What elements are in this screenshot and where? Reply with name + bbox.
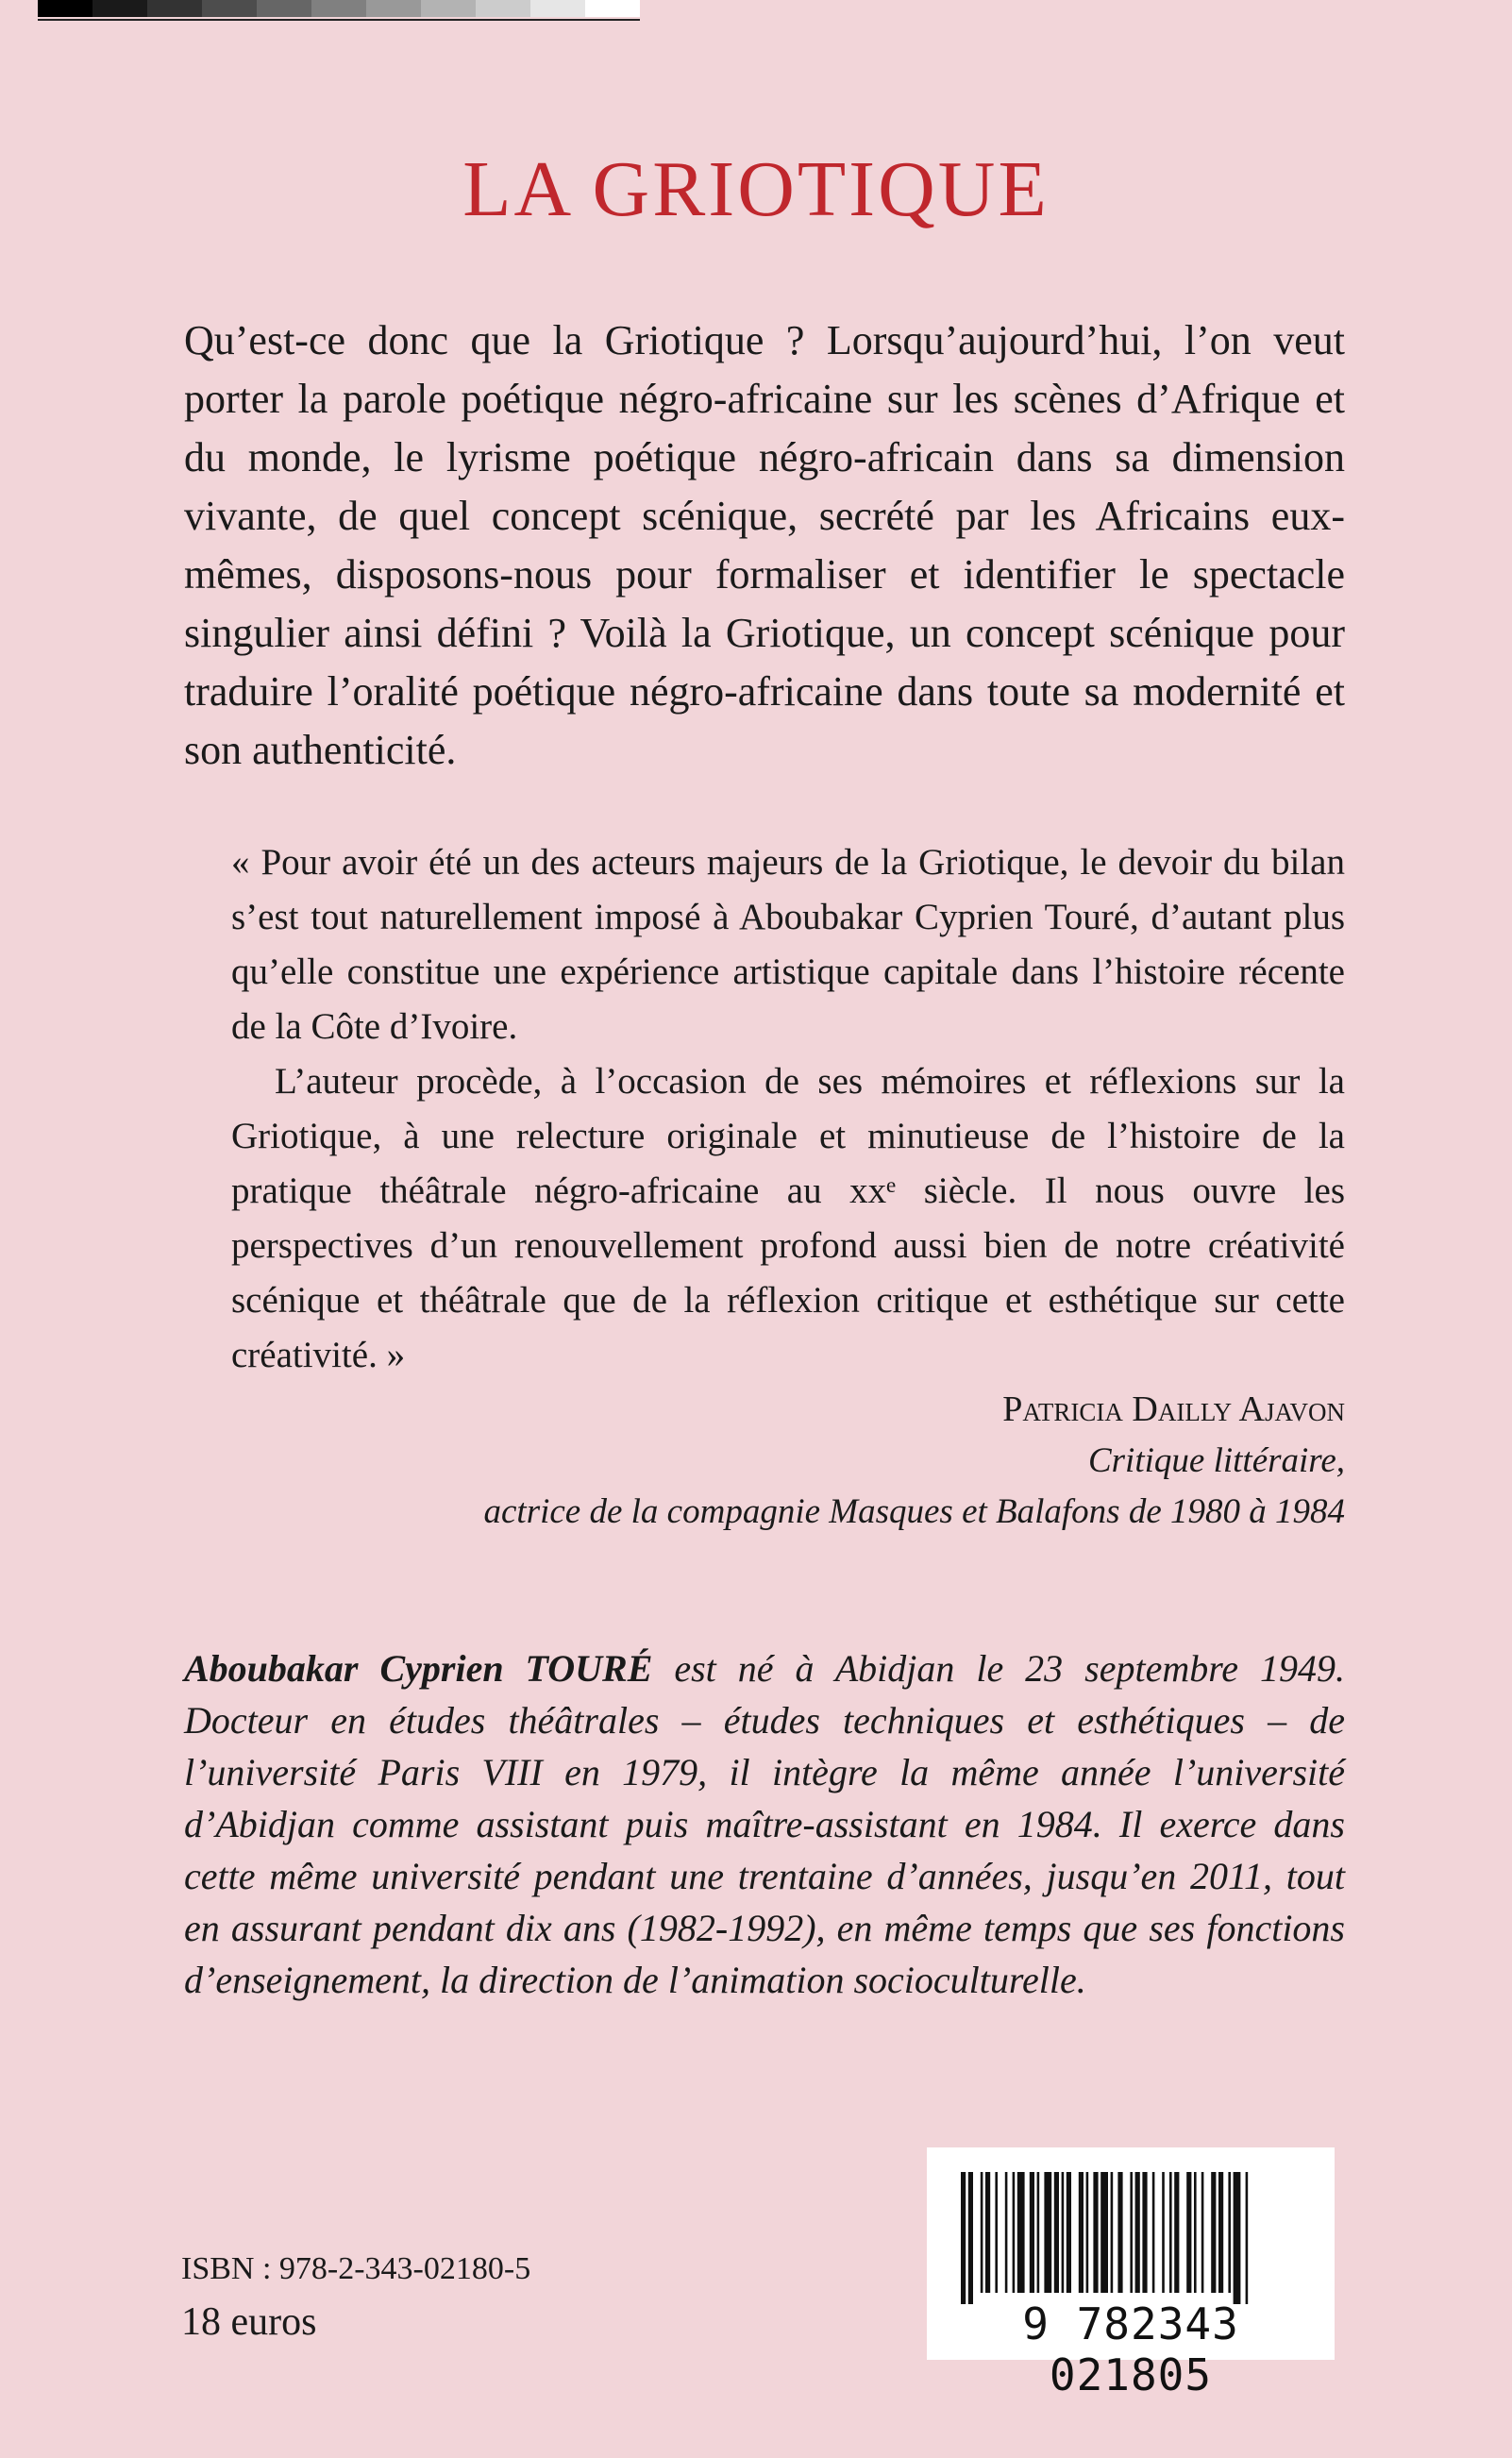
barcode-bar: [961, 2172, 966, 2304]
barcode-bar: [1017, 2172, 1025, 2293]
barcode-bar: [1086, 2172, 1089, 2293]
barcode-bar: [1067, 2172, 1071, 2293]
author-bio: [184, 1642, 1345, 2006]
barcode-bar: [1211, 2172, 1216, 2293]
attribution-name: Patricia Dailly Ajavon: [1002, 1389, 1345, 1429]
barcode-bar: [1044, 2172, 1051, 2293]
author-bio-text: est né à Abidjan le 23 septembre 1949. Docteur en études théâtrales – études techniques et esthétiques – de l’université Paris VIII en 1979, il intègre la même année l’université d’Abidjan comme assistant puis maître-assistant en 1984. Il exerce dans cette même université pendant une trentaine d’années, jusqu’en 2011, tout en assurant pendant dix ans (1982-1992), en même temps que ses fonctions d’enseignement, la direction de l’animation socioculturelle.: [184, 1647, 1346, 2001]
barcode-bars: [961, 2172, 1301, 2304]
attribution-role-line-1: Critique littéraire,: [1087, 1441, 1345, 1480]
intro-paragraph: Qu’est-ce donc que la Griotique ? Lorsqu’aujourd’hui, l’on veut porter la parole poétique négro-africaine sur les scènes d’Afrique et du monde, le lyrisme poétique négro-africain dans sa dimension vivante, de quel concept scénique, secrété par les Africains eux-mêmes, disposons-nous pour formaliser et identifier le spectacle singulier ainsi défini ? Voilà la Griotique, un concept scénique pour traduire l’oralité poétique négro-africaine dans toute sa modernité et son authenticité.: [184, 317, 1345, 773]
barcode-bar: [1013, 2172, 1016, 2293]
barcode-bar: [1130, 2172, 1133, 2293]
barcode-bar: [1079, 2172, 1084, 2293]
quote-attribution: [484, 1383, 1346, 1538]
blurb-quote: [231, 835, 1345, 1383]
barcode-bar: [1030, 2172, 1034, 2293]
barcode-bar: [995, 2172, 998, 2293]
barcode-bar: [1005, 2172, 1008, 2293]
author-name: Aboubakar Cyprien TOURÉ: [184, 1647, 653, 1690]
quote-paragraph-1: « Pour avoir été un des acteurs majeurs de la Griotique, le devoir du bilan s’est tout naturellement imposé à Aboubakar Cyprien Touré, d’autant plus qu’elle constitue une expérience artistique capitale dans l’histoire récente de la Côte d’Ivoire.: [231, 842, 1345, 1047]
barcode-bar: [1117, 2172, 1122, 2293]
printer-color-bar: [38, 0, 640, 21]
attribution-role-line-2: actrice de la compagnie Masques et Balafons de 1980 à 1984: [483, 1492, 1345, 1531]
price-label: 18 euros: [181, 2300, 317, 2344]
barcode-bar: [1174, 2172, 1179, 2293]
book-title: LA GRIOTIQUE: [462, 145, 1050, 233]
barcode-bar: [1201, 2172, 1204, 2293]
barcode-bar: [1218, 2172, 1223, 2293]
barcode-bar: [1194, 2172, 1197, 2293]
barcode-bar: [1186, 2172, 1191, 2293]
barcode-bar: [985, 2172, 990, 2293]
barcode-bar: [1228, 2172, 1231, 2293]
barcode-bar: [1054, 2172, 1059, 2293]
barcode-bar: [1142, 2172, 1147, 2293]
barcode-bar: [1093, 2172, 1098, 2293]
barcode-bar: [1162, 2172, 1165, 2293]
barcode: [927, 2147, 1335, 2400]
barcode-bar: [1246, 2172, 1249, 2304]
barcode-bar: [1152, 2172, 1155, 2293]
barcode-bar: [1100, 2172, 1108, 2293]
barcode-digits: 9 782343 021805: [1022, 2298, 1239, 2400]
barcode-bar: [1234, 2172, 1241, 2304]
barcode-bar: [1135, 2172, 1140, 2293]
quote-paragraph-2: L’auteur procède, à l’occasion de ses mémoires et réflexions sur la Griotique, à une relecture originale et minutieuse de l’histoire de la pratique théâtrale négro-africaine au xxᵉ siècle. Il nous ouvre les perspectives d’un renouvellement profond aussi bien de notre créativité scénique et théâtrale que de la réflexion critique et esthétique sur cette créativité. »: [231, 1061, 1345, 1375]
barcode-bar: [1111, 2172, 1114, 2293]
barcode-bar: [981, 2172, 983, 2293]
isbn-label: ISBN : 978-2-343-02180-5: [181, 2251, 531, 2286]
barcode-bar: [1169, 2172, 1172, 2293]
barcode-bar: [968, 2172, 973, 2304]
barcode-bar: [1037, 2172, 1040, 2293]
barcode-bar: [1062, 2172, 1065, 2293]
